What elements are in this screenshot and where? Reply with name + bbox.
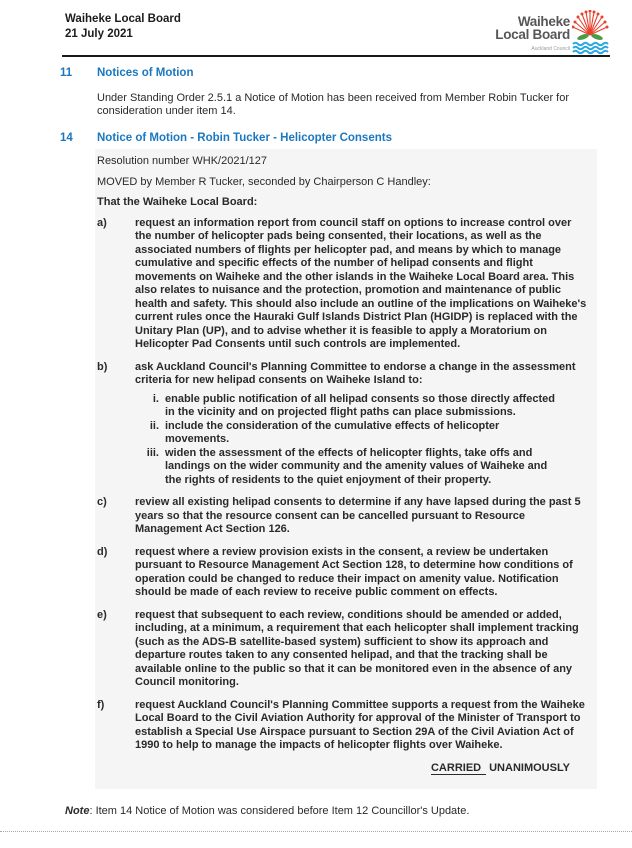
- clause-a: [97, 217, 597, 352]
- clause-b-text: ask Auckland Council's Planning Committee to endorse a change in the assessment criteria for new helipad consents on Waiheke Island to:: [135, 360, 576, 386]
- item-14-title: Notice of Motion - Robin Tucker - Helicopter Consents: [97, 131, 392, 144]
- clause-d: [97, 546, 597, 600]
- agenda-item-11: [0, 67, 632, 119]
- item-11-title: Notices of Motion: [97, 67, 194, 79]
- page-header: [0, 0, 632, 54]
- item-11-number: 11: [60, 67, 73, 79]
- logo-line1: Waiheke: [517, 14, 570, 29]
- logo-line2: Local Board: [495, 26, 570, 42]
- subclause-i: [135, 393, 597, 420]
- subclause-iii-text: widen the assessment of the effects of helicopter flights, take offs and landings on the wider community and the amenity values of Waiheke and the rights of residents to the quiet enjoyment of their property.: [165, 446, 548, 486]
- agenda-item-14: [0, 132, 632, 790]
- clause-c-text: review all existing helipad consents to determine if any have lapsed during the past 5 years so that the resource consent can be cancelled pursuant to Resource Management Act Section 126.: [135, 496, 581, 535]
- resolution-box: [95, 149, 597, 789]
- subclause-iii: [135, 447, 597, 488]
- subclause-ii-text: include the consideration of the cumulative effects of helicopter movements.: [165, 419, 500, 445]
- clause-c-label: c): [97, 496, 107, 508]
- clause-e: [97, 609, 597, 690]
- footer-note: [65, 805, 632, 819]
- note-text: : Item 14 Notice of Motion was considered before Item 12 Councillor's Update.: [89, 805, 470, 817]
- carried-statement: [97, 762, 570, 776]
- item-14-number: 14: [60, 131, 73, 144]
- item-14-heading: [60, 132, 632, 146]
- logo-wordmark: [495, 16, 570, 57]
- clause-e-text: request that subsequent to each review, conditions should be amended or added, including, at a minimum, a requirement that each helicopter shall implement tracking (such as the ADS-B satellite-based system) sufficient to show its approach and departure routes taken to any consented helipad, and that the tracking shall be available online to the public so that it can be monitored even in the absence of any Council monitoring.: [135, 608, 579, 688]
- subclause-ii-label: ii.: [149, 419, 159, 432]
- clause-b-label: b): [97, 360, 108, 373]
- clause-b-subclauses: [135, 393, 597, 488]
- clause-f: [97, 699, 597, 753]
- clause-d-text: request where a review provision exists in the consent, a review be undertaken pursuant to Resource Management Act Section 128, to determine how conditions of operation could be changed to reduce their impact on amenity value. Notification should be made of each review to receive public comment on effects.: [135, 545, 573, 598]
- clause-b: [97, 361, 597, 488]
- subclause-i-label: i.: [152, 392, 159, 405]
- clause-c: [97, 496, 597, 537]
- subclause-i-text: enable public notification of all helipad consents so those directly affected in the vicinity and on projected flight paths can place submissions.: [165, 392, 555, 418]
- clause-a-label: a): [97, 216, 107, 229]
- subclause-ii: [135, 420, 597, 447]
- item-11-body: Under Standing Order 2.5.1 a Notice of Motion has been received from Member Robin Tucker for consideration under item 14.: [97, 91, 570, 117]
- item-11-heading: [60, 67, 632, 81]
- logo-subtext: Auckland Council: [531, 46, 570, 52]
- page-break-line: [0, 831, 632, 832]
- resolution-preamble: That the Waiheke Local Board:: [97, 196, 258, 208]
- board-name: Waiheke Local Board: [65, 13, 181, 25]
- carried-underlined: CARRIED: [431, 762, 486, 775]
- pohutukawa-flower-icon: [572, 10, 612, 56]
- clause-f-text: request Auckland Council's Planning Committee supports a request from the Waiheke Local Board to the Civil Aviation Authority for approval of the Minister of Transport to establish a Special Use Airspace pursuant to Section 29A of the Civil Aviation Act of 1990 to help to manage the impacts of helicopter flights over Waiheke.: [135, 698, 585, 751]
- meeting-date: 21 July 2021: [65, 28, 133, 40]
- note-label: Note: [65, 805, 90, 817]
- clause-a-text: request an information report from council staff on options to increase control over the number of helicopter pads being consented, their locations, as well as the associated numbers of flights per helicopter pad, and means by which to manage cumulative and specific effects of the number of helipad consents and flight movements on Waiheke and the other islands in the Waiheke Local Board area. This also relates to nuisance and the protection, promotion and maintenance of public health and safety. This should also include an outline of the implications on Waiheke's current rules once the Hauraki Gulf Islands District Plan (HGIDP) is replaced with the Unitary Plan (UP), and to advise whether it is feasible to apply a Moratorium on Helicopter Pad Consents until such controls are implemented.: [135, 216, 587, 350]
- subclause-iii-label: iii.: [146, 446, 159, 459]
- motion-clauses: [97, 217, 597, 753]
- carried-rest: UNANIMOUSLY: [489, 761, 570, 774]
- header-left: [65, 12, 181, 42]
- resolution-number: Resolution number WHK/2021/127: [97, 155, 267, 167]
- clause-e-label: e): [97, 608, 107, 621]
- moved-line: MOVED by Member R Tucker, seconded by Chairperson C Handley:: [97, 175, 431, 188]
- clause-d-label: d): [97, 545, 108, 558]
- waiheke-local-board-logo: [495, 10, 612, 57]
- clause-f-label: f): [97, 698, 105, 711]
